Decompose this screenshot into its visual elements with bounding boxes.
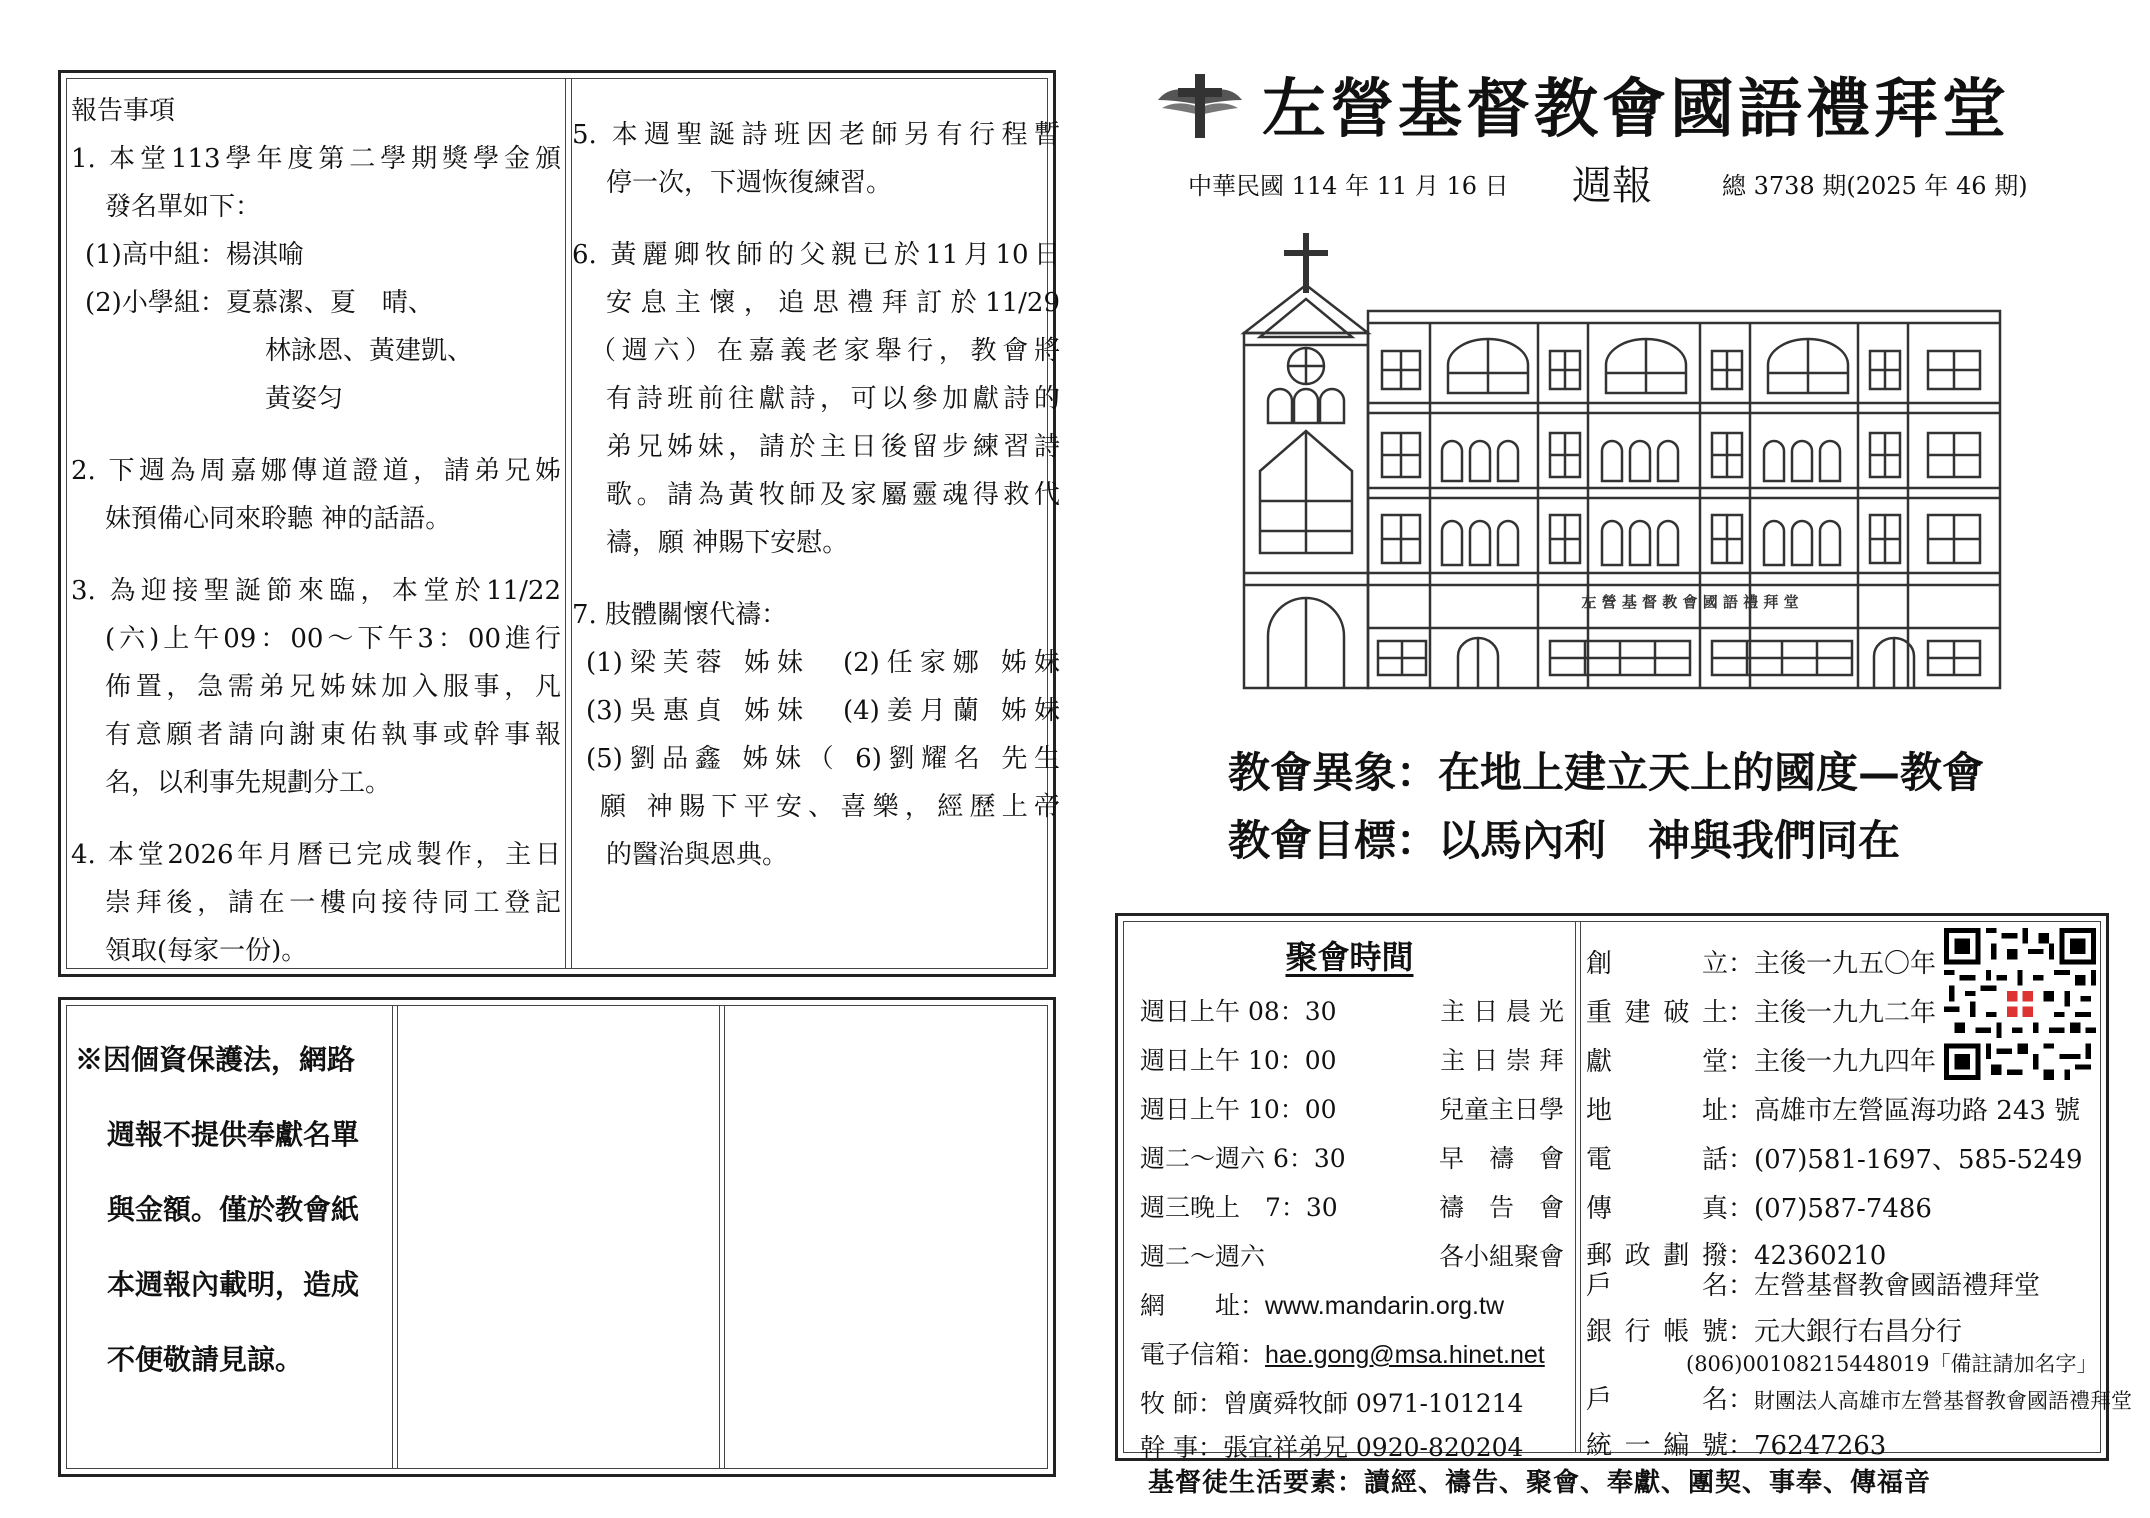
info-bank-account: 銀行帳號：元大銀行右昌分行: [1586, 1317, 1963, 1347]
announcement-line: 林詠恩、黃建凱、: [265, 336, 474, 366]
announcement-line: 有意願者請向謝東佑執事或幹事報: [105, 720, 561, 750]
announcement-line: 弟兄姊妹，請於主日後留步練習詩: [606, 432, 1060, 462]
announcement-line: (3)吳惠貞 姊妹 (4)姜月蘭 姊妹: [586, 696, 1060, 726]
announcements-panel: [58, 70, 1060, 977]
secretary-row: 幹 事：張宜祥弟兄 0920-820204: [1140, 1433, 1524, 1462]
privacy-line: 本週報內載明，造成: [107, 1268, 360, 1301]
announcement-line: 停一次，下週恢復練習。: [606, 168, 893, 198]
privacy-line: 週報不提供奉獻名單: [107, 1118, 360, 1151]
announcement-line: 有詩班前往獻詩，可以參加獻詩的: [606, 384, 1060, 414]
column-divider: [1575, 922, 1581, 1452]
announcement-line: 1. 本堂113學年度第二學期獎學金頒: [71, 144, 561, 174]
announcement-line: 禱，願 神賜下安慰。: [606, 528, 849, 558]
announcement-line: （週六）在嘉義老家舉行，教會將: [590, 336, 1060, 366]
meeting-row: 週日上午 10：00 兒童主日學: [1140, 1095, 1564, 1124]
announcement-line: 黃姿匀: [265, 384, 344, 414]
announcements-left-column: [71, 87, 561, 975]
column-divider: [719, 1006, 725, 1468]
announcement-line: 6. 黃麗卿牧師的父親已於11月10日: [572, 240, 1060, 270]
meetings-title: 聚會時間: [1285, 938, 1414, 976]
announcement-line: (2)小學組：夏慕潔、夏 晴、: [85, 288, 434, 318]
announcement-line: (六)上午09：00～下午3：00進行: [105, 624, 561, 654]
meeting-row: 週三晚上 7：30 禱 告 會: [1140, 1193, 1564, 1222]
privacy-line: 不便敬請見諒。: [107, 1343, 304, 1376]
announcement-line: 崇拜後，請在一樓向接待同工登記: [105, 888, 561, 918]
privacy-notice-panel: [58, 997, 1056, 1477]
meeting-row: 週二～週六 各小組聚會: [1140, 1242, 1564, 1271]
info-foundation-name: 戶名：財團法人高雄市左營基督教會國語禮拜堂: [1586, 1385, 2133, 1415]
announcement-line: 發名單如下：: [105, 192, 262, 222]
announcement-line: 願 神賜下平安、喜樂，經歷上帝: [600, 792, 1060, 822]
info-tax-id: 統一編號：76247263: [1586, 1431, 1887, 1461]
info-bank-number: (806)00108215448019「備註請加名字」: [1686, 1352, 2098, 1376]
issue-number: 總 3738 期(2025 年 46 期): [1722, 172, 2028, 200]
email-link[interactable]: hae.gong@msa.hinet.net: [1265, 1341, 1545, 1369]
website-link[interactable]: www.mandarin.org.tw: [1265, 1292, 1504, 1320]
church-logo: [1150, 70, 1250, 140]
info-fax: 傳真：(07)587-7486: [1586, 1194, 1932, 1224]
privacy-notice-text: [75, 1022, 359, 1397]
announcement-line: 名，以利事先規劃分工。: [105, 768, 392, 798]
meeting-row: 週日上午 08：30 主 日 晨 光: [1140, 997, 1564, 1026]
privacy-line: 與金額。僅於教會紙: [107, 1193, 360, 1226]
announcements-right-column: [572, 87, 1060, 879]
announcement-line: (1)梁芙蓉 姊妹 (2)任家娜 姊妹: [586, 648, 1060, 678]
info-postal-transfer: 郵政劃撥：42360210: [1586, 1241, 1887, 1271]
announcement-line: 佈置，急需弟兄姊妹加入服事，凡: [105, 672, 561, 702]
announcement-line: 妹預備心同來聆聽 神的話語。: [105, 504, 452, 534]
announcement-line: 4. 本堂2026年月曆已完成製作，主日: [71, 840, 561, 870]
bulletin-date: 中華民國 114 年 11 月 16 日: [1188, 172, 1509, 200]
announcement-line: 領取(每家一份)。: [105, 936, 308, 966]
column-divider: [392, 1006, 398, 1468]
website-row: 網 址：www.mandarin.org.tw: [1140, 1291, 1504, 1320]
building-sign: 左 營 基 督 教 會 國 語 禮 拜 堂: [1581, 593, 1799, 611]
church-goal: 教會目標：以馬內利 神與我們同在: [1228, 816, 1901, 865]
info-phone: 電話：(07)581-1697、585-5249: [1586, 1145, 2083, 1175]
christian-life-essentials: 基督徒生活要素：讀經、禱告、聚會、奉獻、團契、事奉、傳福音: [1148, 1468, 1932, 1498]
church-vision: 教會異象：在地上建立天上的國度—教會: [1228, 748, 1985, 797]
announcement-line: 安息主懷，追思禮拜訂於11/29: [606, 288, 1060, 318]
announcement-line: 歌。請為黃牧師及家屬靈魂得救代: [606, 480, 1060, 510]
pastor-row: 牧 師：曾廣舜牧師 0971-101214: [1140, 1389, 1524, 1418]
church-title: 左營基督教會國語禮拜堂: [1262, 72, 2010, 147]
column-divider: [565, 79, 572, 968]
info-address: 地址：高雄市左營區海功路 243 號: [1586, 1096, 2081, 1126]
announcement-line: 的醫治與恩典。: [606, 840, 789, 870]
announcement-line: (1)高中組：楊淇喻: [85, 240, 304, 270]
meeting-row: 週二～週六 6：30 早 禱 會: [1140, 1144, 1564, 1173]
announcement-line: 2. 下週為周嘉娜傳道證道，請弟兄姊: [71, 456, 561, 486]
info-founded: 創立：主後一九五〇年: [1586, 949, 1937, 979]
privacy-line: ※因個資保護法，網路: [75, 1043, 356, 1076]
meeting-row: 週日上午 10：00 主 日 崇 拜: [1140, 1046, 1564, 1075]
email-row: 電子信箱：hae.gong@msa.hinet.net: [1140, 1340, 1545, 1369]
info-account-name: 戶名：左營基督教會國語禮拜堂: [1586, 1271, 2041, 1301]
announcement-line: 5. 本週聖誕詩班因老師另有行程暫: [572, 120, 1060, 150]
info-rebuild: 重建破土：主後一九九二年: [1586, 998, 1937, 1028]
weekly-label: 週報: [1572, 163, 1652, 209]
announcement-line: 7. 肢體關懷代禱：: [572, 600, 788, 630]
info-dedication: 獻堂：主後一九九四年: [1586, 1047, 1937, 1077]
announcements-heading: 報告事項: [71, 96, 176, 126]
announcement-line: (5)劉品鑫 姊妹（ 6)劉耀名 先生: [586, 744, 1060, 774]
church-building-illustration: [1238, 233, 2006, 691]
qr-code[interactable]: [1944, 928, 2096, 1080]
announcement-line: 3. 為迎接聖誕節來臨，本堂於11/22: [71, 576, 561, 606]
